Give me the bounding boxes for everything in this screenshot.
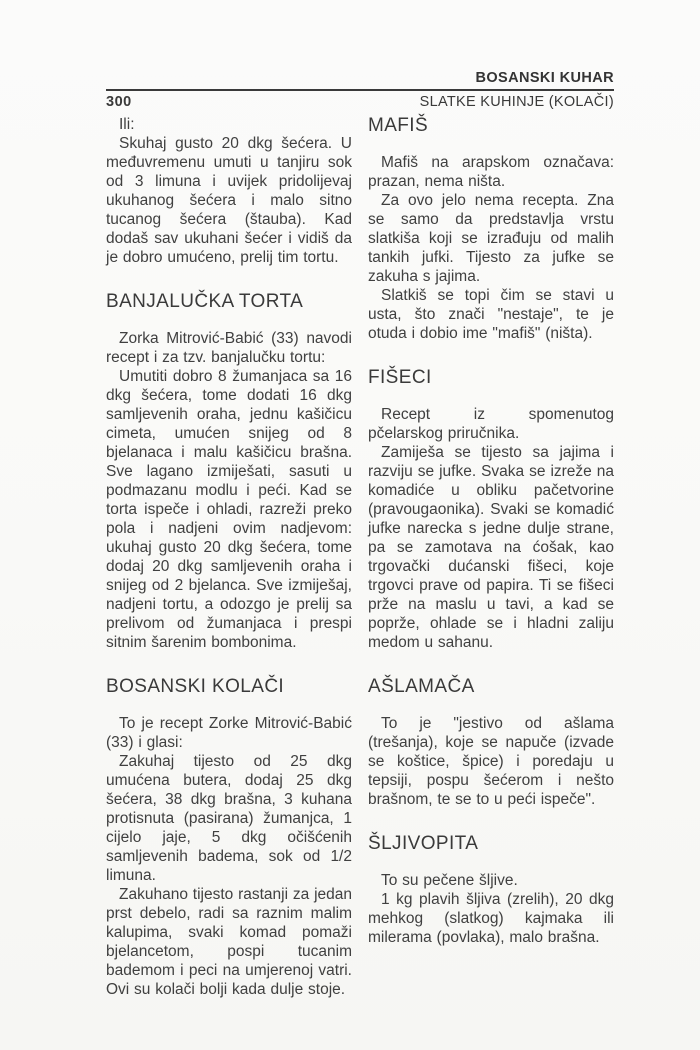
recipe-paragraph: Zorka Mitrović-Babić (33) navodi recept i za tzv. banjalučku tortu: <box>106 330 352 366</box>
recipe-paragraph: 1 kg plavih šljiva (zrelih), 20 dkg mehkog (slatkog) kajmaka ili milerama (povlaka), malo brašna. <box>368 891 614 946</box>
recipe-paragraph: Za ovo jelo nema recepta. Zna se samo da predstavlja vrstu slatkiša koji se izrađuju od malih tankih jufki. Tijesto za jufke se zakuha s jajima. <box>368 192 614 285</box>
recipe-heading: ŠLJIVOPITA <box>368 833 479 854</box>
book-title: BOSANSKI KUHAR <box>475 70 614 86</box>
recipe-paragraph: Zakuhano tijesto rastanji za jedan prst debelo, radi sa raznim malim kalupima, svaki komad pomaži bjelancetom, pospi tucanim bademom i peci na umjerenoj vatri. Ovi su kolači bolji kada dulje stoje. <box>106 886 352 998</box>
recipe-heading: BANJALUČKA TORTA <box>106 291 304 312</box>
recipe-paragraph: Umutiti dobro 8 žumanjaca sa 16 dkg šećera, tome dodati 16 dkg samljevenih oraha, jednu kašičicu cimeta, umućen snijeg od 8 bjelanaca i malu kašičicu brašna. Sve lagano izmiješati, sasuti u podmazanu modlu i peći. Kad se torta ispeče i ohladi, razreži preko pola i nadjeni ovim nadjevom: ukuhaj gusto 20 dkg šećera, tome dodaj 20 dkg samljevenih oraha i snijeg od 2 bjelanca. Sve izmiješaj, nadjeni tortu, a odozgo je prelij sa prelivom od žumanjaca i prespi sitnim šarenim bombonima. <box>106 368 352 651</box>
recipe-paragraph: Mafiš na arapskom označava: prazan, nema ništa. <box>368 154 614 190</box>
page-number: 300 <box>106 94 132 110</box>
section-title: SLATKE KUHINJE (KOLAČI) <box>419 94 614 110</box>
recipe-heading: FIŠECI <box>368 367 432 388</box>
recipe-heading: MAFIŠ <box>368 115 429 136</box>
recipe-paragraph: Recept iz spomenutog pčelarskog priručnika. <box>368 406 614 442</box>
right-column <box>368 113 614 999</box>
recipe-paragraph: Slatkiš se topi čim se stavi u usta, što znači "nestaje", te je otuda i dobio ime "mafiš" (ništa). <box>368 287 614 342</box>
recipe-paragraph: Skuhaj gusto 20 dkg šećera. U međuvremenu umuti u tanjiru sok od 3 limuna i uvijek pridolijevaj ukuhanog šećera i malo sitno tucanog šećera (štauba). Kad dodaš sav ukuhani šećer i vidiš da je dobro umućeno, prelij tim tortu. <box>106 135 352 266</box>
text-columns <box>106 113 614 999</box>
recipe-paragraph: Ili: <box>119 116 135 133</box>
page-header <box>106 70 614 110</box>
recipe-paragraph: Zakuhaj tijesto od 25 dkg umućena butera, dodaj 25 dkg šećera, 38 dkg brašna, 3 kuhana protisnuta (pasirana) žumanjca, 1 cijelo jaje, 5 dkg očišćenih samljevenih badema, sok od 1/2 limuna. <box>106 753 352 884</box>
recipe-paragraph: To su pečene šljive. <box>381 872 518 889</box>
header-row <box>106 91 614 110</box>
recipe-heading: AŠLAMAČA <box>368 676 475 697</box>
recipe-paragraph: Zamiješa se tijesto sa jajima i razviju se jufke. Svaka se izreže na komadiće u obliku pačetvorine (pravougaonika). Svaki se komadić jufke narecka s jedne dulje strane, pa se zamotava na ćošak, kao trgovački dućanski fišeci, koje trgovci prave od papira. Ti se fišeci prže na maslu u tavi, a kad se poprže, ohlade se i hladni zaliju medom u sahanu. <box>368 444 614 651</box>
recipe-paragraph: To je "jestivo od ašlama (trešanja), koje se napuče (izvade se koštice, špice) i poredaju u tepsiji, pospu šećerom i nešto brašnom, te se to u peći ispeče". <box>368 715 614 808</box>
left-column <box>106 113 352 999</box>
recipe-heading: BOSANSKI KOLAČI <box>106 676 285 697</box>
recipe-paragraph: To je recept Zorke Mitrović-Babić (33) i glasi: <box>106 715 352 751</box>
